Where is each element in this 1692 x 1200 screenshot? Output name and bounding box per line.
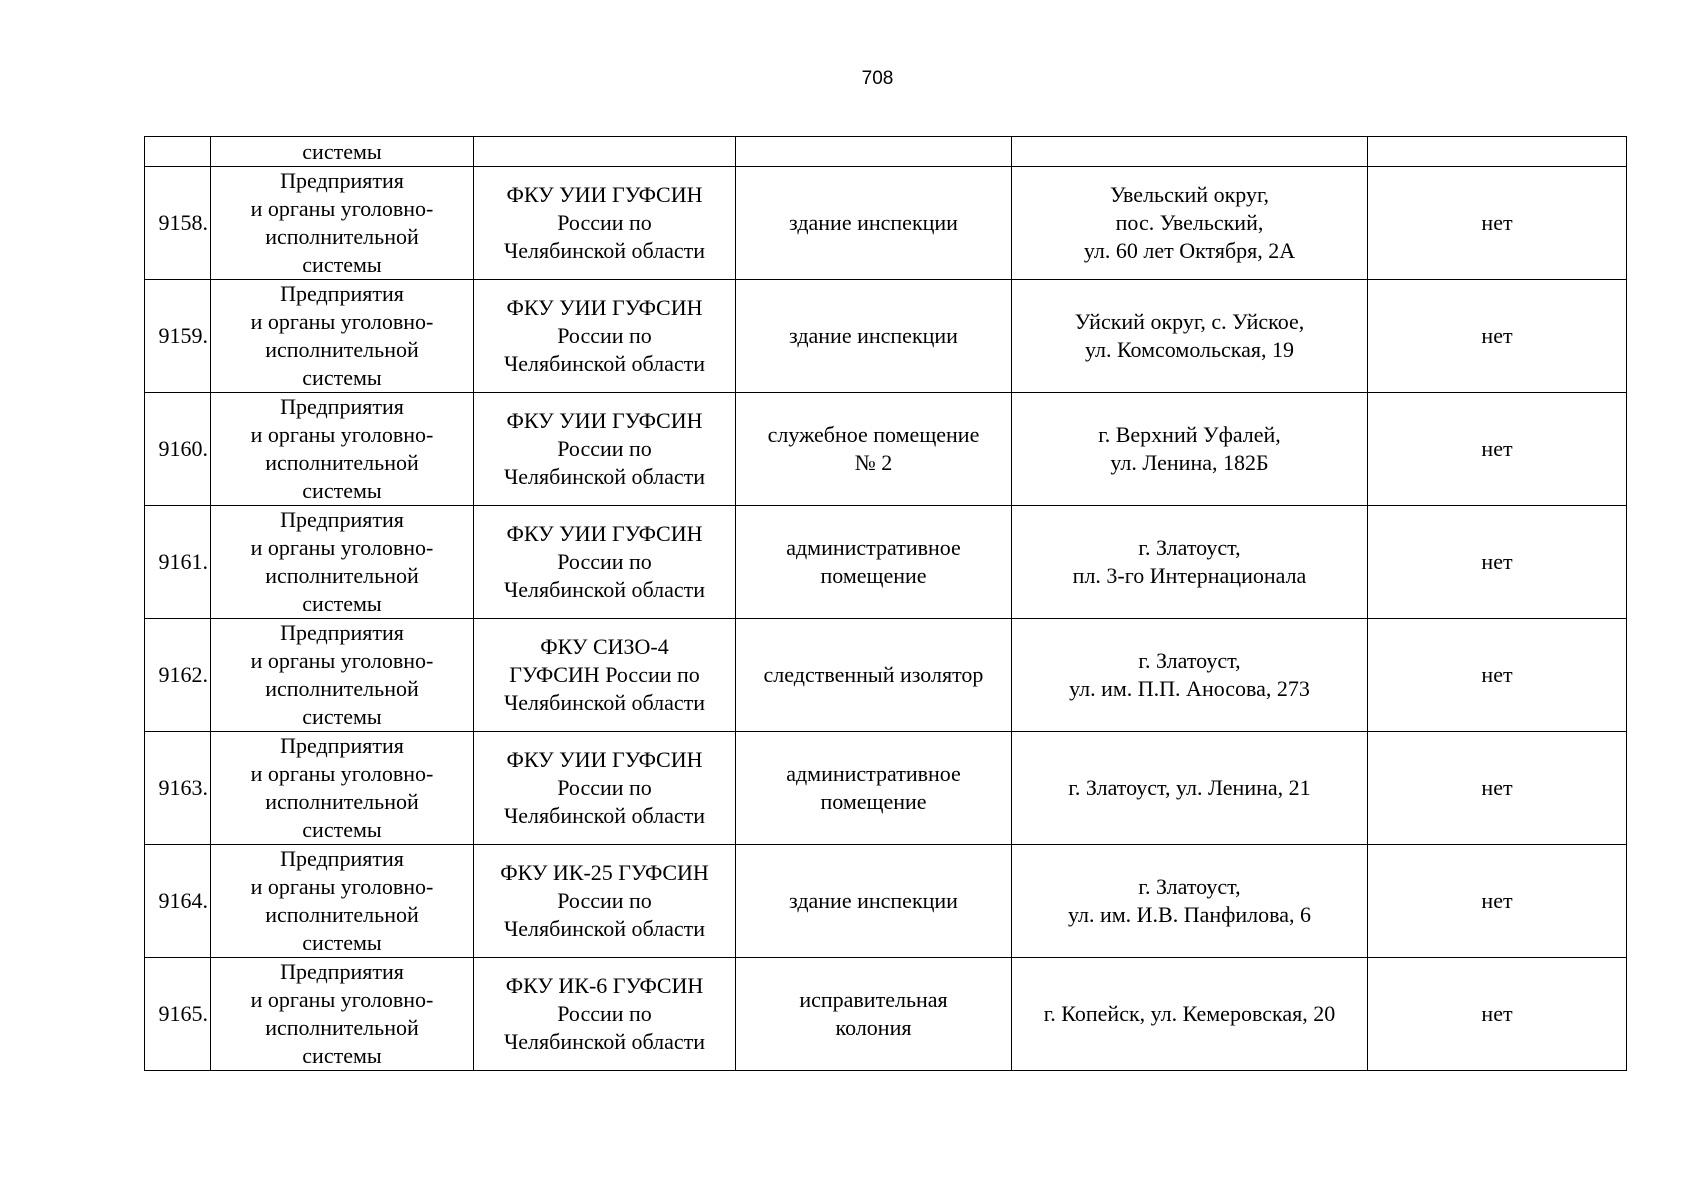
cell-line: г. Златоуст,: [1138, 648, 1241, 673]
table-row: [145, 280, 1627, 393]
cell-organization: [474, 167, 736, 280]
cell-address: [1012, 619, 1368, 732]
cell-flag: нет: [1368, 732, 1627, 845]
cell-line: и органы уголовно-: [250, 196, 434, 221]
table-row: [145, 393, 1627, 506]
cell-line: административное: [786, 535, 961, 560]
cell-flag: нет: [1368, 506, 1627, 619]
cell-category: системы: [211, 137, 474, 167]
cell-line: ГУФСИН России по: [509, 662, 700, 687]
cell-line: исполнительной: [265, 789, 419, 814]
cell-object: [736, 167, 1012, 280]
cell-line: системы: [302, 365, 382, 390]
cell-category: [211, 732, 474, 845]
cell-line: России по: [557, 549, 652, 574]
cell-line: Предприятия: [280, 620, 404, 645]
cell-line: № 2: [854, 450, 893, 475]
cell-line: России по: [557, 888, 652, 913]
table-row: [145, 506, 1627, 619]
cell-line: системы: [302, 817, 382, 842]
cell-line: и органы уголовно-: [250, 987, 434, 1012]
table-row: [145, 845, 1627, 958]
cell-number: 9165.: [145, 958, 211, 1071]
registry-table: [144, 136, 1627, 1071]
cell-line: исправительная: [799, 987, 948, 1012]
cell-line: г. Верхний Уфалей,: [1098, 422, 1281, 447]
cell-line: ФКУ ИК-6 ГУФСИН: [505, 973, 704, 998]
cell-line: колония: [835, 1015, 912, 1040]
cell-category: [211, 845, 474, 958]
cell-line: г. Златоуст, ул. Ленина, 21: [1068, 775, 1311, 800]
cell-object: [736, 506, 1012, 619]
cell-line: исполнительной: [265, 1015, 419, 1040]
cell-line: России по: [557, 1001, 652, 1026]
cell-line: ФКУ УИИ ГУФСИН: [506, 182, 703, 207]
cell-number: 9159.: [145, 280, 211, 393]
cell-line: исполнительной: [265, 224, 419, 249]
cell-line: Челябинской области: [503, 690, 706, 715]
cell-line: следственный изолятор: [763, 662, 984, 687]
cell-line: и органы уголовно-: [250, 309, 434, 334]
cell-line: России по: [557, 775, 652, 800]
cell-number: 9164.: [145, 845, 211, 958]
cell-line: ул. им. П.П. Аносова, 273: [1069, 676, 1310, 701]
cell-line: Предприятия: [280, 281, 404, 306]
cell-line: Челябинской области: [503, 803, 706, 828]
cell-line: ФКУ УИИ ГУФСИН: [506, 408, 703, 433]
cell-line: системы: [302, 478, 382, 503]
cell-line: Предприятия: [280, 394, 404, 419]
cell-line: системы: [302, 704, 382, 729]
cell-category: [211, 506, 474, 619]
cell-category: [211, 958, 474, 1071]
cell-line: здание инспекции: [789, 323, 958, 348]
cell-line: Предприятия: [280, 733, 404, 758]
cell-number: 9162.: [145, 619, 211, 732]
cell-line: Челябинской области: [503, 464, 706, 489]
cell-line: г. Копейск, ул. Кемеровская, 20: [1043, 1001, 1336, 1026]
cell-line: и органы уголовно-: [250, 648, 434, 673]
cell-address: [1012, 137, 1368, 167]
cell-organization: [474, 506, 736, 619]
cell-number: 9160.: [145, 393, 211, 506]
cell-line: исполнительной: [265, 563, 419, 588]
cell-organization: [474, 958, 736, 1071]
cell-line: г. Златоуст,: [1138, 535, 1241, 560]
cell-line: Челябинской области: [503, 351, 706, 376]
table-row: [145, 167, 1627, 280]
table-row: [145, 958, 1627, 1071]
cell-object: [736, 732, 1012, 845]
cell-line: системы: [302, 1043, 382, 1068]
cell-line: здание инспекции: [789, 210, 958, 235]
cell-line: России по: [557, 436, 652, 461]
cell-line: Уйский округ, с. Уйское,: [1074, 309, 1305, 334]
cell-object: [736, 137, 1012, 167]
cell-flag: нет: [1368, 167, 1627, 280]
cell-category: [211, 619, 474, 732]
cell-address: [1012, 280, 1368, 393]
cell-flag: нет: [1368, 280, 1627, 393]
cell-object: [736, 845, 1012, 958]
cell-flag: нет: [1368, 845, 1627, 958]
cell-organization: [474, 393, 736, 506]
cell-line: и органы уголовно-: [250, 535, 434, 560]
cell-number: 9158.: [145, 167, 211, 280]
cell-flag: нет: [1368, 619, 1627, 732]
cell-object: [736, 958, 1012, 1071]
cell-line: исполнительной: [265, 902, 419, 927]
cell-line: Челябинской области: [503, 1029, 706, 1054]
cell-object: [736, 619, 1012, 732]
cell-address: [1012, 393, 1368, 506]
cell-line: Челябинской области: [503, 238, 706, 263]
cell-line: России по: [557, 210, 652, 235]
cell-line: Челябинской области: [503, 577, 706, 602]
cell-line: исполнительной: [265, 676, 419, 701]
cell-line: Предприятия: [280, 168, 404, 193]
cell-line: ФКУ УИИ ГУФСИН: [506, 521, 703, 546]
cell-organization: [474, 280, 736, 393]
cell-address: [1012, 506, 1368, 619]
cell-line: ул. Ленина, 182Б: [1110, 450, 1269, 475]
cell-flag: [1368, 137, 1627, 167]
cell-line: ФКУ ИК-25 ГУФСИН: [500, 860, 709, 885]
cell-line: и органы уголовно-: [250, 874, 434, 899]
cell-object: [736, 280, 1012, 393]
cell-line: пос. Увельский,: [1115, 210, 1264, 235]
cell-address: [1012, 958, 1368, 1071]
cell-line: исполнительной: [265, 450, 419, 475]
cell-line: пл. 3-го Интернационала: [1072, 563, 1307, 588]
cell-line: ФКУ УИИ ГУФСИН: [506, 295, 703, 320]
cell-line: помещение: [820, 563, 927, 588]
table-row: [145, 619, 1627, 732]
cell-organization: [474, 845, 736, 958]
cell-line: Челябинской области: [503, 916, 706, 941]
cell-line: ул. 60 лет Октября, 2А: [1083, 238, 1296, 263]
cell-line: Предприятия: [280, 507, 404, 532]
cell-address: [1012, 167, 1368, 280]
cell-category: [211, 280, 474, 393]
cell-address: [1012, 732, 1368, 845]
table-row: [145, 732, 1627, 845]
cell-organization: [474, 732, 736, 845]
cell-line: ул. им. И.В. Панфилова, 6: [1067, 902, 1312, 927]
cell-line: здание инспекции: [789, 888, 958, 913]
cell-line: служебное помещение: [767, 422, 980, 447]
cell-line: системы: [302, 591, 382, 616]
cell-flag: нет: [1368, 393, 1627, 506]
cell-category: [211, 393, 474, 506]
cell-organization: [474, 619, 736, 732]
cell-number: 9161.: [145, 506, 211, 619]
cell-line: ФКУ УИИ ГУФСИН: [506, 747, 703, 772]
cell-line: исполнительной: [265, 337, 419, 362]
continuation-row: [145, 137, 1627, 167]
cell-line: ул. Комсомольская, 19: [1084, 337, 1295, 362]
cell-line: и органы уголовно-: [250, 422, 434, 447]
cell-line: ФКУ СИЗО-4: [540, 634, 669, 659]
cell-line: помещение: [820, 789, 927, 814]
cell-flag: нет: [1368, 958, 1627, 1071]
cell-line: административное: [786, 761, 961, 786]
cell-line: Увельский округ,: [1109, 182, 1270, 207]
cell-address: [1012, 845, 1368, 958]
cell-line: системы: [302, 930, 382, 955]
cell-number: 9163.: [145, 732, 211, 845]
cell-line: Предприятия: [280, 959, 404, 984]
cell-line: России по: [557, 323, 652, 348]
cell-line: Предприятия: [280, 846, 404, 871]
page-number: 708: [861, 68, 894, 89]
cell-organization: [474, 137, 736, 167]
cell-category: [211, 167, 474, 280]
cell-object: [736, 393, 1012, 506]
cell-line: и органы уголовно-: [250, 761, 434, 786]
cell-number: [145, 137, 211, 167]
cell-line: системы: [302, 252, 382, 277]
cell-line: г. Златоуст,: [1138, 874, 1241, 899]
registry-table-body: [145, 137, 1627, 1071]
